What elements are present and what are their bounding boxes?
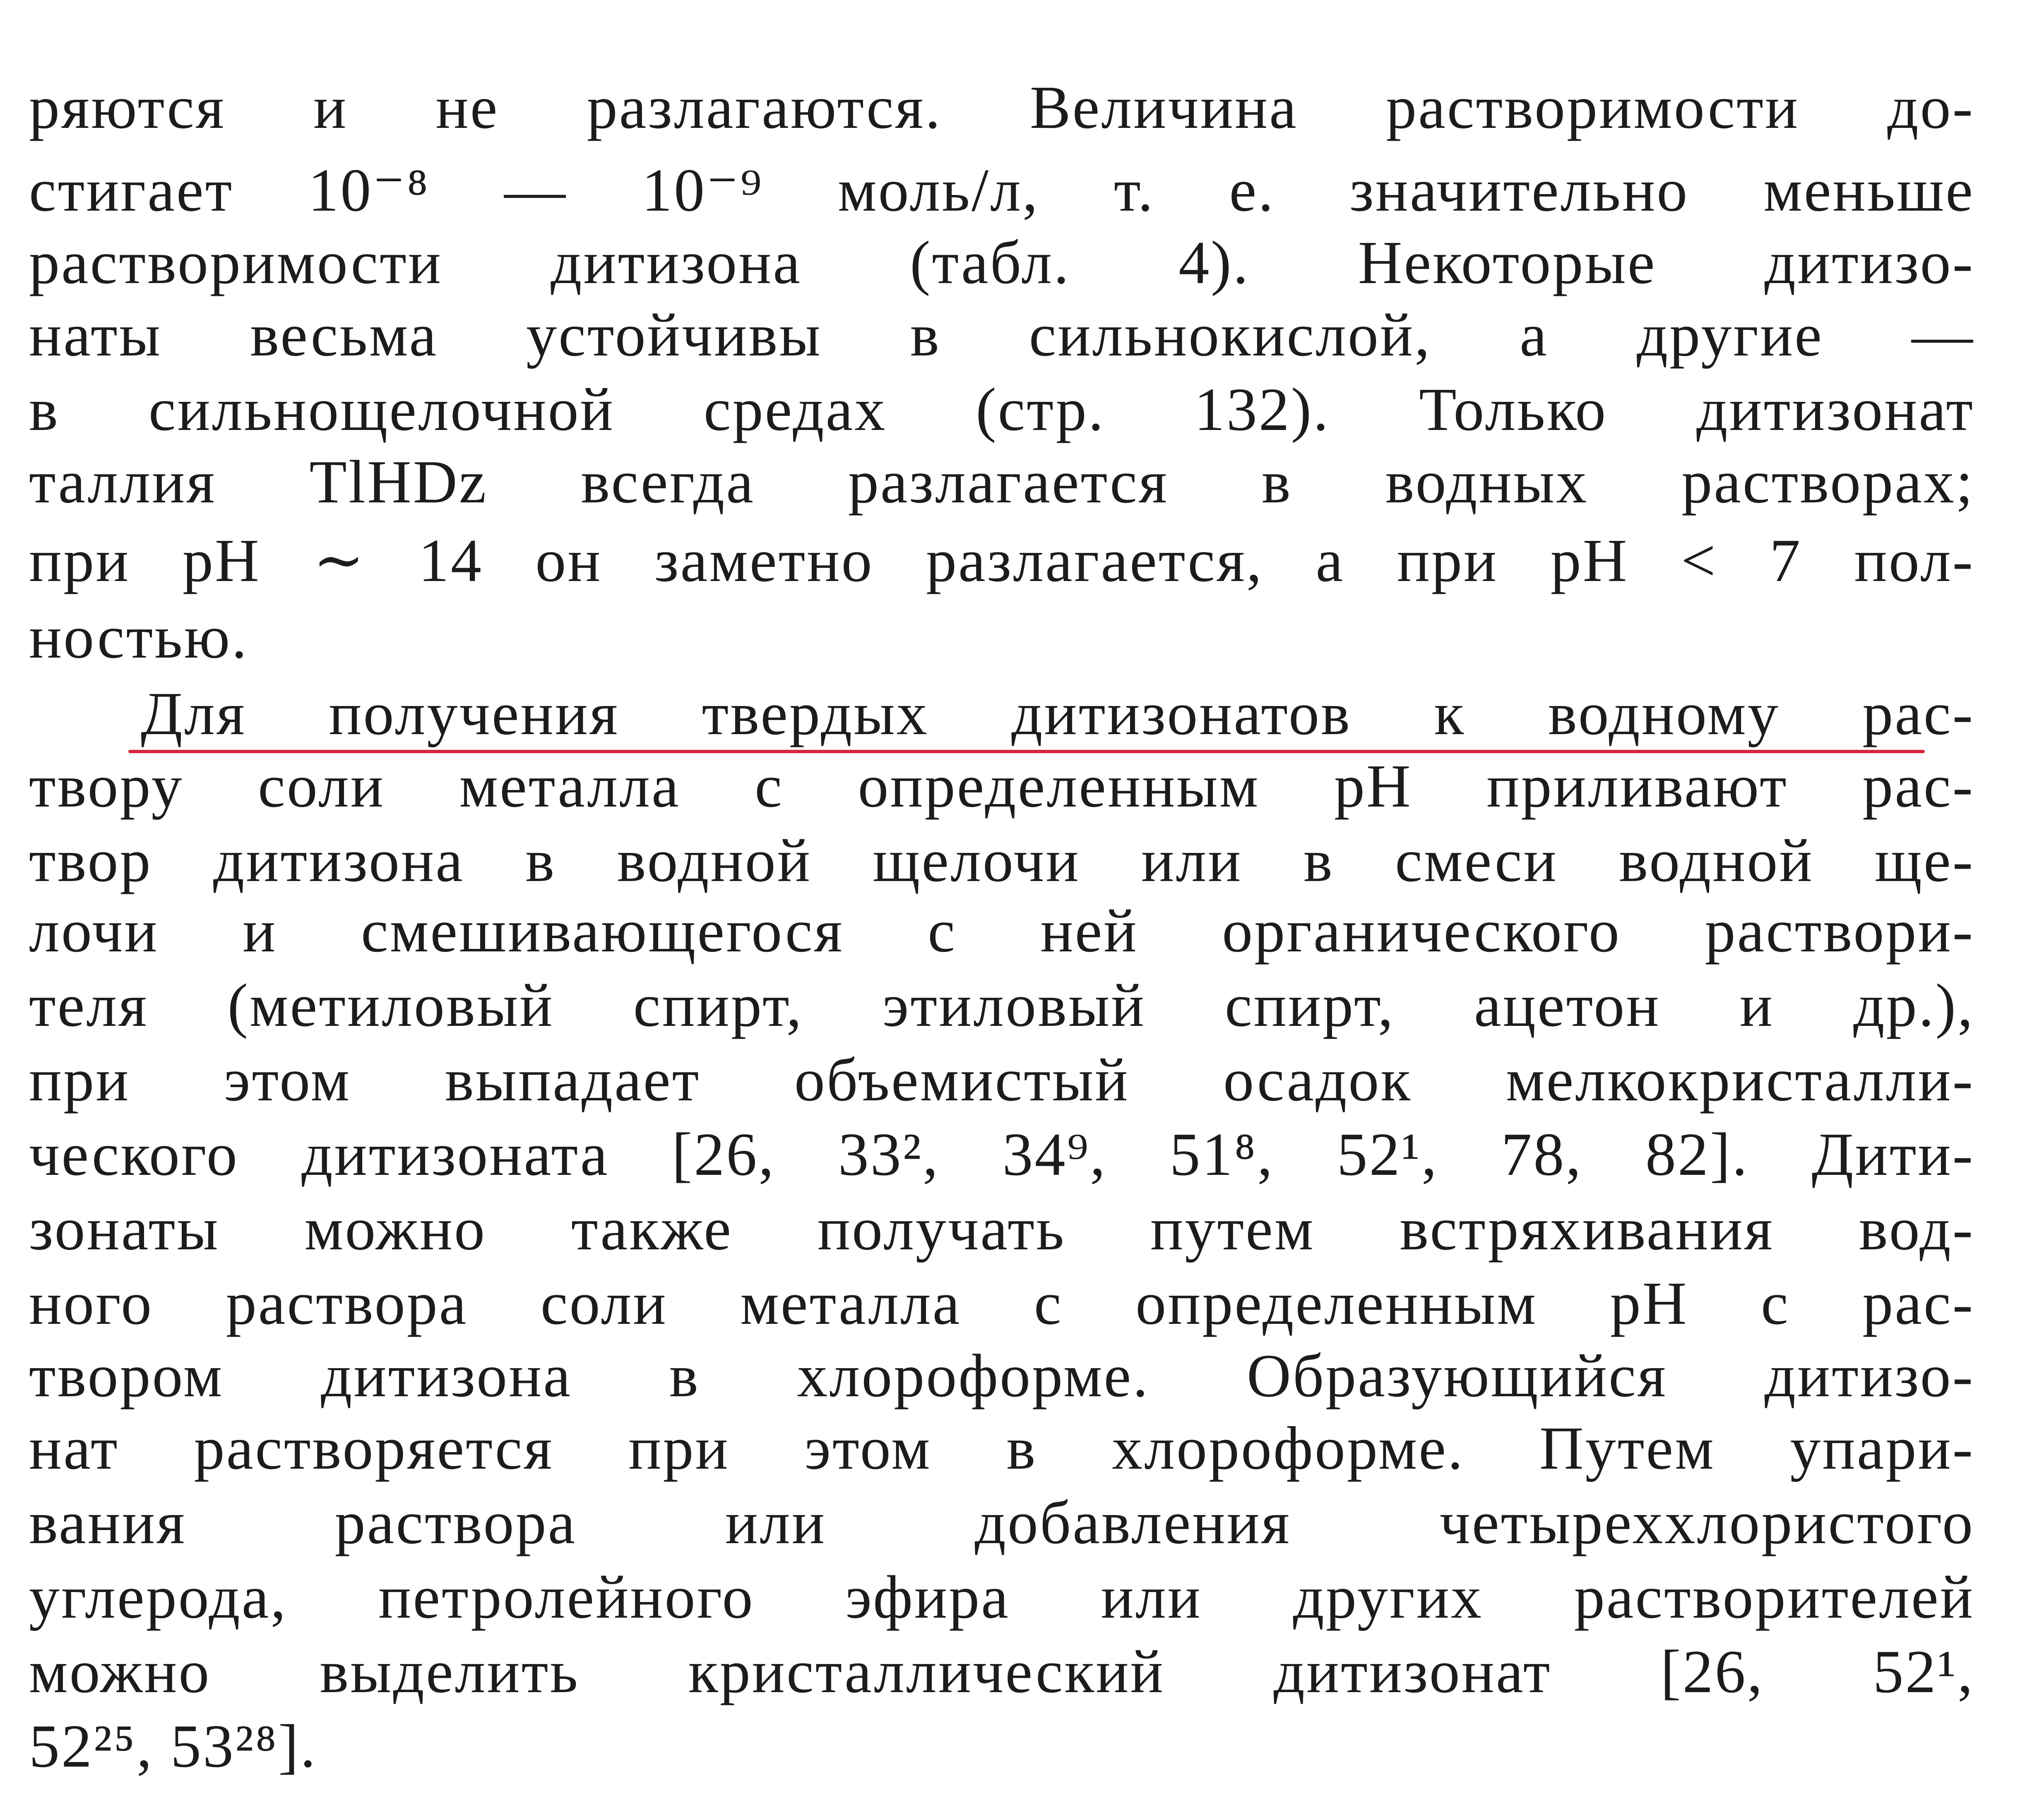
text-line-17: ного раствора соли металла с определенным pH с рас- — [29, 1270, 1974, 1337]
text-line-6: таллия TlHDz всегда разлагается в водных растворах; — [29, 448, 1974, 516]
text-line-5: в сильнощелочной средах (стр. 132). Только дитизонат — [29, 376, 1974, 444]
text-line-16: зонаты можно также получать путем встряхивания вод- — [29, 1195, 1974, 1263]
text-line-8: ностью. — [29, 603, 249, 671]
text-line-13: теля (метиловый спирт, этиловый спирт, ацетон и др.), — [29, 972, 1974, 1040]
text-line-23: 52²⁵, 53²⁸]. — [29, 1712, 317, 1780]
text-line-7: при pH ∼ 14 он заметно разлагается, а при pH < 7 пол- — [29, 527, 1974, 595]
text-line-9: Для получения твердых дитизонатов к водному рас- — [141, 680, 1974, 748]
text-line-20: вания раствора или добавления четыреххлористого — [29, 1489, 1974, 1557]
text-line-21: углерода, петролейного эфира или других растворителей — [29, 1563, 1974, 1631]
text-line-14: при этом выпадает объемистый осадок мелкокристалли- — [29, 1046, 1974, 1114]
text-line-4: наты весьма устойчивы в сильнокислой, а другие — — [29, 301, 1974, 369]
text-line-15: ческого дитизоната [26, 33², 34⁹, 51⁸, 52¹, 78, 82]. Дити- — [29, 1121, 1974, 1189]
text-line-22: можно выделить кристаллический дитизонат [26, 52¹, — [29, 1638, 1974, 1706]
text-line-11: твор дитизона в водной щелочи или в смеси водной ще- — [29, 827, 1974, 895]
text-line-2: стигает 10⁻⁸ — 10⁻⁹ моль/л, т. е. значительно меньше — [29, 156, 1974, 224]
text-line-18: твором дитизона в хлороформе. Образующийся дитизо- — [29, 1342, 1974, 1410]
text-line-3: растворимости дитизона (табл. 4). Некоторые дитизо- — [29, 229, 1974, 297]
text-line-1: ряются и не разлагаются. Величина растворимости до- — [29, 74, 1974, 142]
text-line-10: твору соли металла с определенным pH приливают рас- — [29, 752, 1974, 820]
text-line-19: нат растворяется при этом в хлороформе. Путем упари- — [29, 1414, 1974, 1482]
text-line-12: лочи и смешивающегося с ней органического раствори- — [29, 897, 1974, 965]
